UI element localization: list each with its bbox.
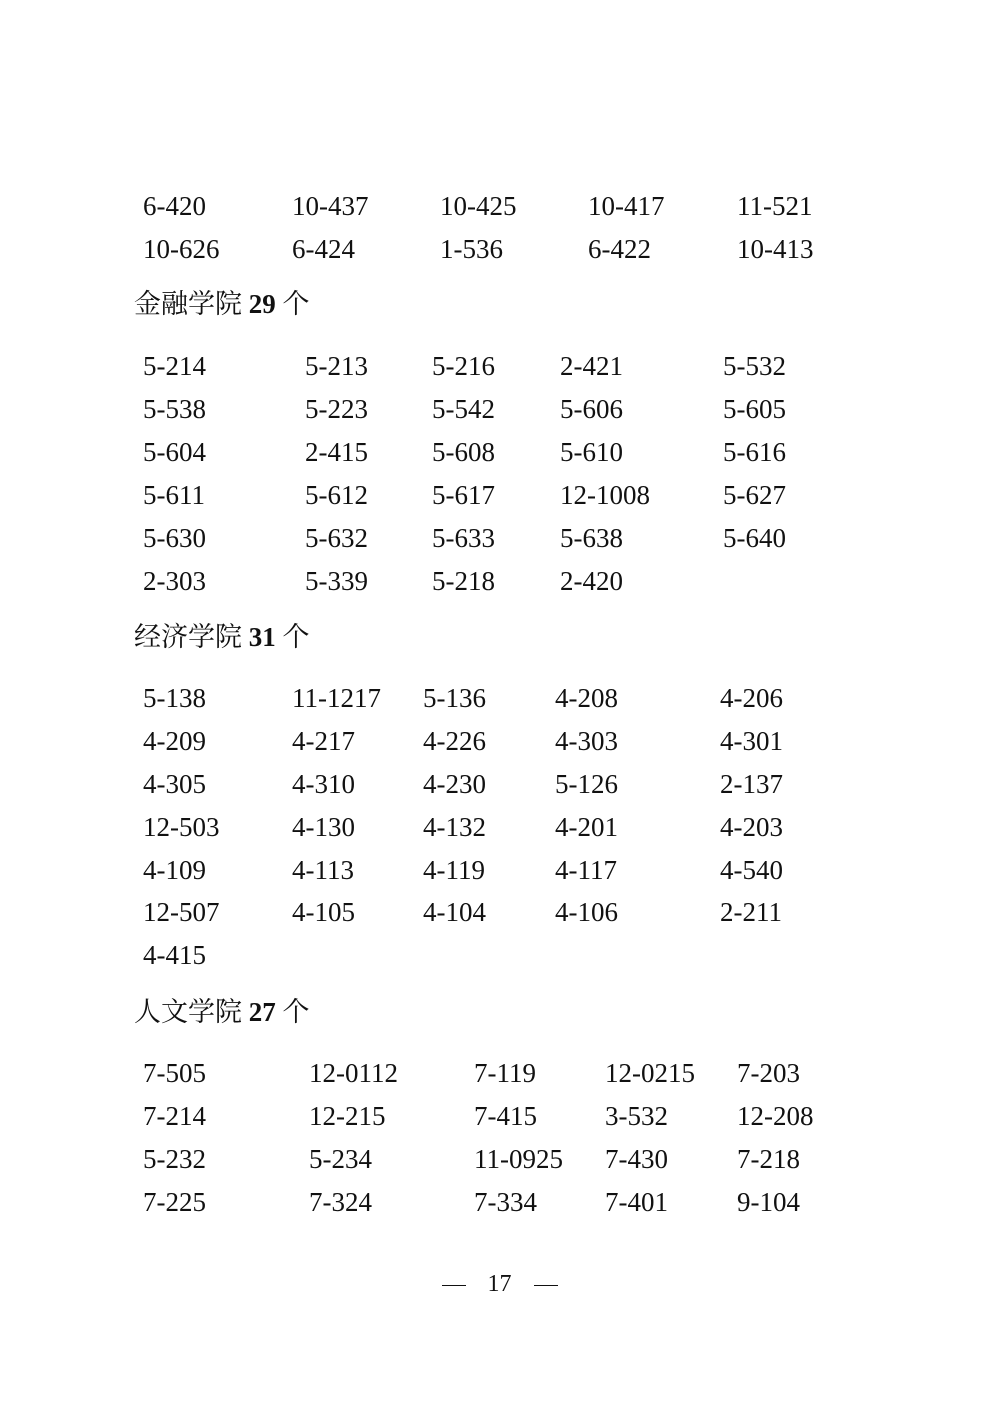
room-number: 12-208 (737, 1101, 814, 1131)
table-row (0, 1139, 999, 1179)
room-number: 4-540 (720, 855, 783, 885)
room-number: 5-126 (555, 769, 618, 799)
room-number: 4-130 (292, 812, 355, 842)
table-row (0, 721, 999, 761)
room-number: 12-0215 (605, 1058, 695, 1088)
room-number: 4-208 (555, 683, 618, 713)
room-number: 10-417 (588, 191, 665, 221)
section-count: 27 (248, 997, 276, 1027)
room-number: 7-203 (737, 1058, 800, 1088)
room-number: 12-0112 (309, 1058, 398, 1088)
table-row (0, 186, 999, 226)
room-number: 12-215 (309, 1101, 386, 1131)
room-number: 10-437 (292, 191, 369, 221)
room-number: 4-217 (292, 726, 355, 756)
room-number: 5-216 (432, 351, 495, 381)
room-number: 5-633 (432, 523, 495, 553)
section-count: 29 (248, 289, 276, 319)
room-number: 4-113 (292, 855, 354, 885)
room-number: 5-218 (432, 566, 495, 596)
room-number: 5-136 (423, 683, 486, 713)
room-number: 7-401 (605, 1187, 668, 1217)
table-row (0, 561, 999, 601)
room-number: 6-420 (143, 191, 206, 221)
room-number: 2-420 (560, 566, 623, 596)
room-number: 7-218 (737, 1144, 800, 1174)
table-row (0, 935, 999, 975)
room-number: 1-536 (440, 234, 503, 264)
room-number: 5-640 (723, 523, 786, 553)
room-number: 2-137 (720, 769, 783, 799)
room-number: 5-608 (432, 437, 495, 467)
room-number: 7-334 (474, 1187, 537, 1217)
room-number: 11-1217 (292, 683, 381, 713)
room-number: 4-104 (423, 897, 486, 927)
room-number: 7-430 (605, 1144, 668, 1174)
room-number: 4-109 (143, 855, 206, 885)
room-number: 2-415 (305, 437, 368, 467)
room-number: 4-201 (555, 812, 618, 842)
room-number: 11-521 (737, 191, 813, 221)
section-name: 金融学院 (134, 289, 242, 319)
room-number: 5-213 (305, 351, 368, 381)
section-heading-finance (134, 284, 310, 324)
room-number: 12-507 (143, 897, 220, 927)
section-heading-economics (134, 617, 310, 657)
room-number: 5-232 (143, 1144, 206, 1174)
table-row (0, 475, 999, 515)
room-number: 10-413 (737, 234, 814, 264)
room-number: 4-415 (143, 940, 206, 970)
dash-left (442, 1285, 466, 1286)
table-row (0, 518, 999, 558)
room-number: 5-532 (723, 351, 786, 381)
room-number: 7-214 (143, 1101, 206, 1131)
table-row (0, 1096, 999, 1136)
room-number: 6-424 (292, 234, 355, 264)
table-row (0, 1053, 999, 1093)
room-number: 2-303 (143, 566, 206, 596)
table-row (0, 850, 999, 890)
page-number: 17 (487, 1271, 512, 1297)
room-number: 5-542 (432, 394, 495, 424)
table-row (0, 678, 999, 718)
room-number: 4-106 (555, 897, 618, 927)
table-row (0, 432, 999, 472)
room-number: 5-214 (143, 351, 206, 381)
section-unit: 个 (282, 997, 310, 1027)
table-row (0, 346, 999, 386)
room-number: 5-630 (143, 523, 206, 553)
room-number: 10-626 (143, 234, 220, 264)
room-number: 4-303 (555, 726, 618, 756)
room-number: 5-339 (305, 566, 368, 596)
room-number: 5-234 (309, 1144, 372, 1174)
room-number: 4-105 (292, 897, 355, 927)
table-row (0, 389, 999, 429)
room-number: 5-223 (305, 394, 368, 424)
room-number: 5-138 (143, 683, 206, 713)
room-number: 4-132 (423, 812, 486, 842)
room-number: 12-1008 (560, 480, 650, 510)
room-number: 5-616 (723, 437, 786, 467)
room-number: 5-632 (305, 523, 368, 553)
table-row (0, 807, 999, 847)
room-number: 4-310 (292, 769, 355, 799)
room-number: 5-611 (143, 480, 205, 510)
room-number: 10-425 (440, 191, 517, 221)
room-number: 5-612 (305, 480, 368, 510)
table-row (0, 229, 999, 269)
room-number: 5-538 (143, 394, 206, 424)
section-heading-humanities (134, 992, 310, 1032)
room-number: 5-638 (560, 523, 623, 553)
room-number: 3-532 (605, 1101, 668, 1131)
room-number: 7-324 (309, 1187, 372, 1217)
room-number: 4-305 (143, 769, 206, 799)
table-row (0, 764, 999, 804)
page-footer (0, 1264, 999, 1304)
room-number: 2-421 (560, 351, 623, 381)
room-number: 4-206 (720, 683, 783, 713)
room-number: 6-422 (588, 234, 651, 264)
section-name: 人文学院 (134, 997, 242, 1027)
room-number: 2-211 (720, 897, 782, 927)
room-number: 4-230 (423, 769, 486, 799)
room-number: 12-503 (143, 812, 220, 842)
section-unit: 个 (282, 622, 310, 652)
section-name: 经济学院 (134, 622, 242, 652)
dash-right (534, 1285, 558, 1286)
room-number: 4-301 (720, 726, 783, 756)
room-number: 5-610 (560, 437, 623, 467)
room-number: 5-604 (143, 437, 206, 467)
room-number: 4-119 (423, 855, 485, 885)
room-number: 7-505 (143, 1058, 206, 1088)
room-number: 11-0925 (474, 1144, 563, 1174)
table-row (0, 892, 999, 932)
room-number: 7-225 (143, 1187, 206, 1217)
room-number: 5-605 (723, 394, 786, 424)
section-count: 31 (248, 622, 276, 652)
room-number: 7-415 (474, 1101, 537, 1131)
room-number: 9-104 (737, 1187, 800, 1217)
room-number: 5-627 (723, 480, 786, 510)
table-row (0, 1182, 999, 1222)
room-number: 7-119 (474, 1058, 536, 1088)
room-number: 4-117 (555, 855, 617, 885)
room-number: 4-209 (143, 726, 206, 756)
room-number: 5-606 (560, 394, 623, 424)
room-number: 5-617 (432, 480, 495, 510)
section-unit: 个 (282, 289, 310, 319)
room-number: 4-226 (423, 726, 486, 756)
room-number: 4-203 (720, 812, 783, 842)
